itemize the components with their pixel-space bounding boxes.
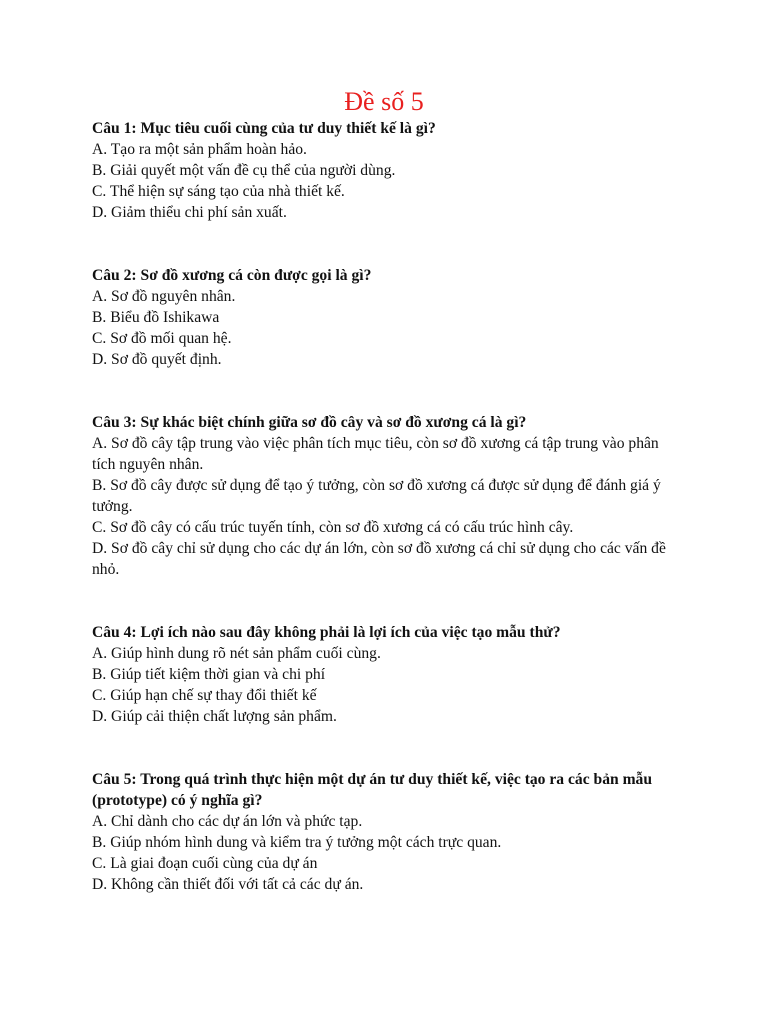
answer-option-a: A. Sơ đồ nguyên nhân.: [92, 288, 236, 305]
question-heading: Câu 4: Lợi ích nào sau đây không phải là lợi ích của việc tạo mẫu thử?: [92, 624, 561, 641]
question-1: [92, 118, 682, 223]
question-heading: Câu 5: Trong quá trình thực hiện một dự án tư duy thiết kế, việc tạo ra các bản mẫu (prototype) có ý nghĩa gì?: [92, 771, 653, 809]
answer-option-d: D. Sơ đồ quyết định.: [92, 351, 222, 368]
answer-option-c: C. Là giai đoạn cuối cùng của dự án: [92, 855, 318, 872]
answer-option-b: B. Sơ đồ cây được sử dụng để tạo ý tưởng, còn sơ đồ xương cá được sử dụng để đánh giá ý tưởng.: [92, 477, 661, 515]
answer-option-b: B. Giúp nhóm hình dung và kiểm tra ý tưởng một cách trực quan.: [92, 834, 502, 851]
question-3: [92, 412, 682, 580]
question-4: [92, 622, 682, 727]
question-5: [92, 769, 682, 895]
answer-option-d: D. Giúp cải thiện chất lượng sản phẩm.: [92, 708, 337, 725]
answer-option-c: C. Sơ đồ cây có cấu trúc tuyến tính, còn sơ đồ xương cá có cấu trúc hình cây.: [92, 519, 574, 536]
answer-option-a: A. Tạo ra một sản phẩm hoàn hảo.: [92, 141, 307, 158]
answer-option-c: C. Thể hiện sự sáng tạo của nhà thiết kế.: [92, 183, 345, 200]
spacer: [92, 223, 682, 265]
answer-option-c: C. Sơ đồ mối quan hệ.: [92, 330, 232, 347]
question-heading: Câu 1: Mục tiêu cuối cùng của tư duy thiết kế là gì?: [92, 120, 436, 137]
question-heading: Câu 3: Sự khác biệt chính giữa sơ đồ cây và sơ đồ xương cá là gì?: [92, 414, 527, 431]
question-list: [92, 118, 682, 895]
answer-option-b: B. Giúp tiết kiệm thời gian và chi phí: [92, 666, 326, 683]
answer-option-c: C. Giúp hạn chế sự thay đổi thiết kế: [92, 687, 317, 704]
answer-option-d: D. Không cần thiết đối với tất cả các dự án.: [92, 876, 364, 893]
answer-option-b: B. Giải quyết một vấn đề cụ thể của người dùng.: [92, 162, 396, 179]
document-title: Đề số 5: [344, 87, 424, 116]
spacer: [92, 370, 682, 412]
answer-option-b: B. Biểu đồ Ishikawa: [92, 309, 220, 326]
question-2: [92, 265, 682, 370]
spacer: [92, 580, 682, 622]
answer-option-d: D. Giảm thiểu chi phí sản xuất.: [92, 204, 287, 221]
answer-option-d: D. Sơ đồ cây chỉ sử dụng cho các dự án lớn, còn sơ đồ xương cá chỉ sử dụng cho các vấn đề nhỏ.: [92, 540, 666, 578]
answer-option-a: A. Chỉ dành cho các dự án lớn và phức tạp.: [92, 813, 363, 830]
spacer: [92, 727, 682, 769]
question-heading: Câu 2: Sơ đồ xương cá còn được gọi là gì?: [92, 267, 372, 284]
answer-option-a: A. Sơ đồ cây tập trung vào việc phân tích mục tiêu, còn sơ đồ xương cá tập trung vào phân tích nguyên nhân.: [92, 435, 659, 473]
answer-option-a: A. Giúp hình dung rõ nét sản phẩm cuối cùng.: [92, 645, 381, 662]
